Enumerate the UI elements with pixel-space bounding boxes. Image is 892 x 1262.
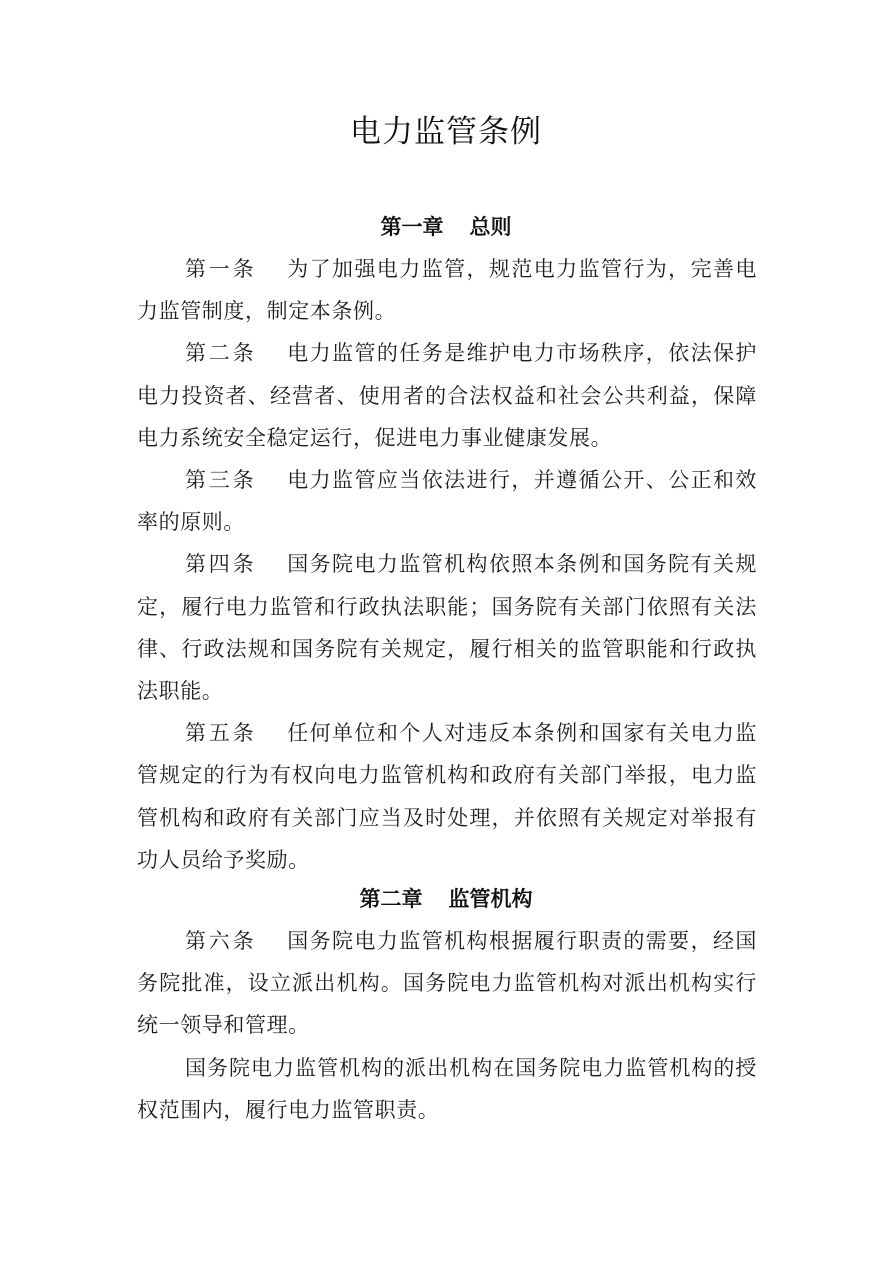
chapter-name: 总则 xyxy=(469,215,512,239)
article-number: 第三条 xyxy=(185,468,257,493)
article-paragraph xyxy=(137,543,757,712)
article-number: 第五条 xyxy=(185,721,257,746)
chapter-body xyxy=(137,920,757,1131)
article-paragraph xyxy=(137,920,757,1047)
article-paragraph xyxy=(137,459,757,543)
chapter-heading xyxy=(0,878,892,920)
chapter-name: 监管机构 xyxy=(448,887,533,911)
article-text: 为了加强电力监管，规范电力监管行为，完善电力监管制度，制定本条例。 xyxy=(137,257,758,324)
chapter-body xyxy=(137,248,757,881)
article-text: 国务院电力监管机构根据履行职责的需要，经国务院批准，设立派出机构。国务院电力监管机构对派出机构实行统一领导和管理。 xyxy=(137,929,758,1038)
article-paragraph xyxy=(137,332,757,459)
article-text: 电力监管应当依法进行，并遵循公开、公正和效率的原则。 xyxy=(137,468,758,535)
article-number: 第一条 xyxy=(185,257,257,281)
chapter-number: 第一章 xyxy=(380,215,444,239)
article-text: 电力监管的任务是维护电力市场秩序，依法保护电力投资者、经营者、使用者的合法权益和社会公共利益，保障电力系统安全稳定运行，促进电力事业健康发展。 xyxy=(137,341,758,450)
article-text: 任何单位和个人对违反本条例和国家有关电力监管规定的行为有权向电力监管机构和政府有关部门举报，电力监管机构和政府有关部门应当及时处理，并依照有关规定对举报有功人员给予奖励。 xyxy=(137,721,758,872)
article-paragraph xyxy=(137,248,757,332)
article-text: 国务院电力监管机构依照本条例和国务院有关规定，履行电力监管和行政执法职能；国务院有关部门依照有关法律、行政法规和国务院有关规定，履行相关的监管职能和行政执法职能。 xyxy=(137,552,758,704)
article-number: 第四条 xyxy=(185,552,257,577)
article-paragraph xyxy=(137,712,757,881)
article-number: 第二条 xyxy=(185,341,257,366)
plain-paragraph: 国务院电力监管机构的派出机构在国务院电力监管机构的授权范围内，履行电力监管职责。 xyxy=(137,1055,757,1122)
chapter-heading xyxy=(0,206,892,248)
document-title: 电力监管条例 xyxy=(350,114,542,150)
article-number: 第六条 xyxy=(185,929,257,953)
chapter-number: 第二章 xyxy=(359,887,423,911)
